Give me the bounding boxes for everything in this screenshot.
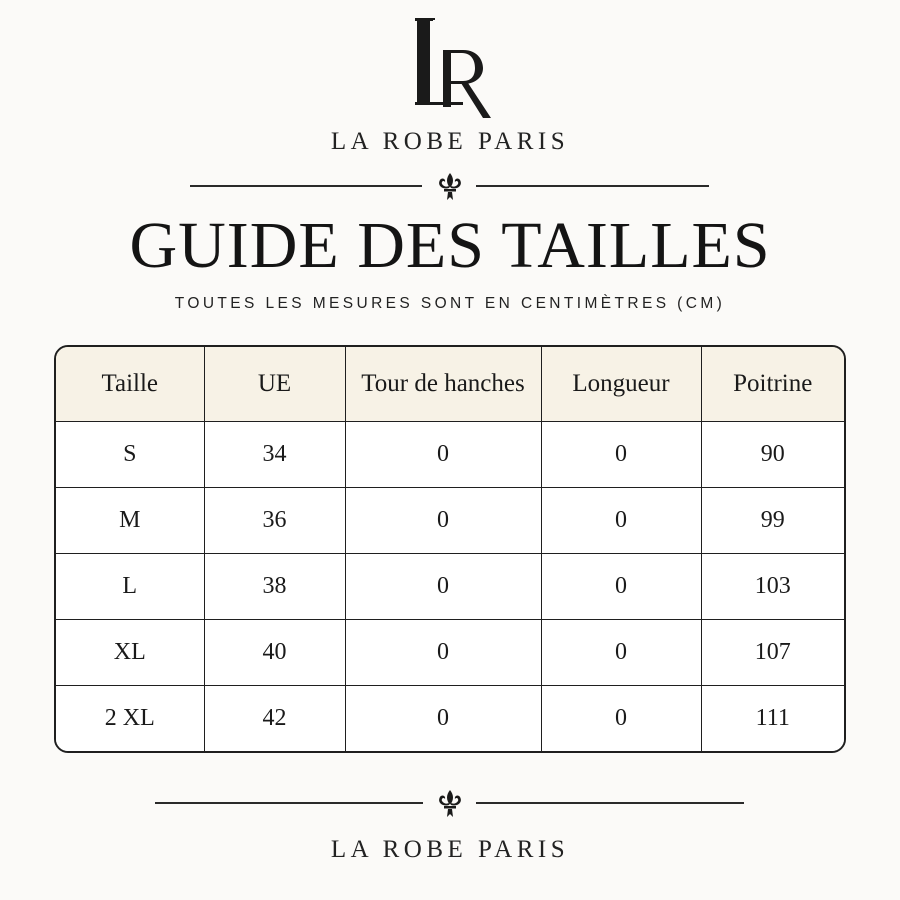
cell-ue: 36 <box>204 488 345 554</box>
cell-ue: 42 <box>204 686 345 751</box>
cell-taille: 2 XL <box>56 686 204 751</box>
table-row <box>56 554 844 620</box>
cell-ue: 38 <box>204 554 345 620</box>
table-row <box>56 422 844 488</box>
cell-taille: S <box>56 422 204 488</box>
cell-poitrine: 107 <box>701 620 844 686</box>
cell-poitrine: 103 <box>701 554 844 620</box>
column-header-taille: Taille <box>56 347 204 422</box>
cell-tour-de-hanches: 0 <box>345 422 541 488</box>
cell-poitrine: 111 <box>701 686 844 751</box>
fleur-de-lis-icon <box>436 789 464 819</box>
page-title: GUIDE DES TAILLES <box>129 209 771 282</box>
cell-taille: L <box>56 554 204 620</box>
cell-longueur: 0 <box>541 488 701 554</box>
cell-tour-de-hanches: 0 <box>345 620 541 686</box>
cell-longueur: 0 <box>541 554 701 620</box>
divider-line-right <box>476 185 709 187</box>
divider-line-left <box>155 802 423 804</box>
table-row <box>56 686 844 751</box>
table-row <box>56 488 844 554</box>
lr-monogram-logo <box>395 10 505 120</box>
cell-longueur: 0 <box>541 422 701 488</box>
cell-tour-de-hanches: 0 <box>345 686 541 751</box>
column-header-tour-de-hanches: Tour de hanches <box>345 347 541 422</box>
cell-poitrine: 90 <box>701 422 844 488</box>
table-header-row <box>56 347 844 422</box>
column-header-ue: UE <box>204 347 345 422</box>
cell-ue: 34 <box>204 422 345 488</box>
column-header-longueur: Longueur <box>541 347 701 422</box>
cell-longueur: 0 <box>541 620 701 686</box>
page-subtitle: TOUTES LES MESURES SONT EN CENTIMÈTRES (CM) <box>174 295 726 312</box>
cell-poitrine: 99 <box>701 488 844 554</box>
divider-line-left <box>190 185 422 187</box>
cell-ue: 40 <box>204 620 345 686</box>
cell-tour-de-hanches: 0 <box>345 488 541 554</box>
brand-name-bottom: LA ROBE PARIS <box>330 836 570 863</box>
table-row <box>56 620 844 686</box>
column-header-poitrine: Poitrine <box>701 347 844 422</box>
fleur-de-lis-icon <box>436 172 464 202</box>
cell-taille: M <box>56 488 204 554</box>
size-table <box>54 345 846 753</box>
divider-line-right <box>476 802 744 804</box>
cell-taille: XL <box>56 620 204 686</box>
brand-name-top: LA ROBE PARIS <box>330 128 570 155</box>
cell-longueur: 0 <box>541 686 701 751</box>
cell-tour-de-hanches: 0 <box>345 554 541 620</box>
